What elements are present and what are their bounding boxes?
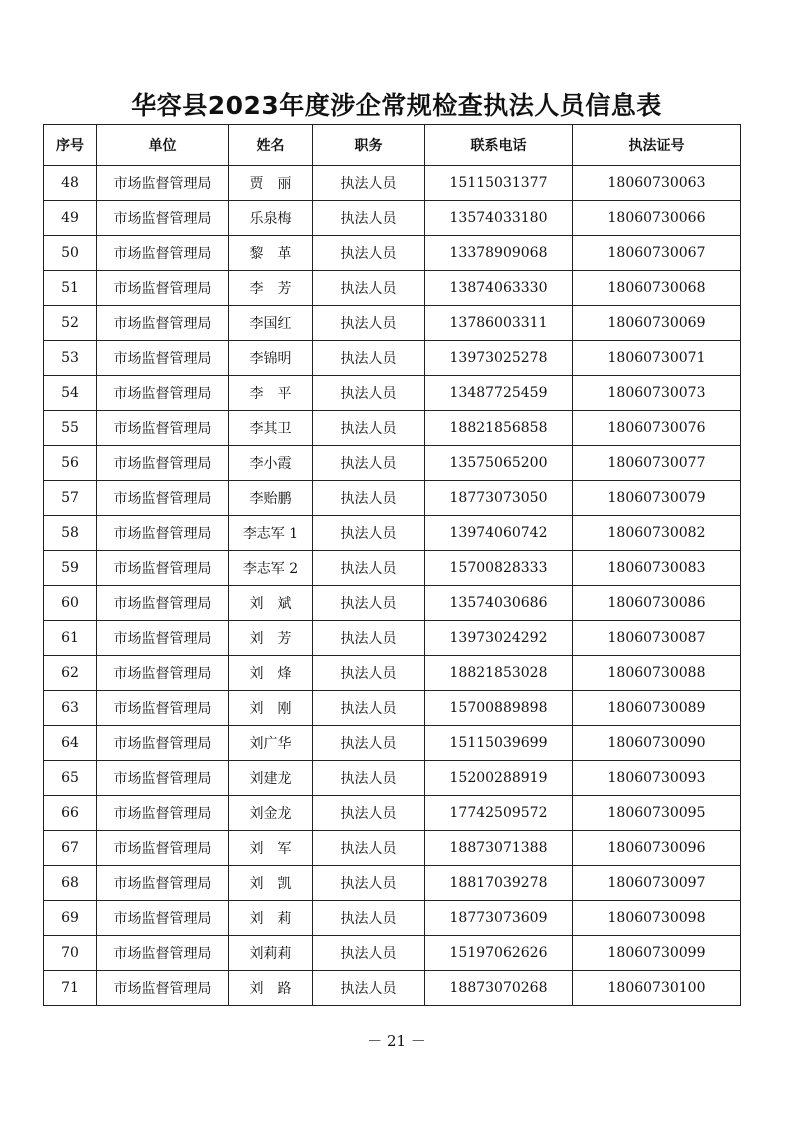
cell-index: 63 <box>44 691 97 726</box>
cell-name: 李 平 <box>229 376 313 411</box>
table-row <box>44 516 741 551</box>
cell-name: 刘 斌 <box>229 586 313 621</box>
cell-name: 乐泉梅 <box>229 201 313 236</box>
cell-position: 执法人员 <box>313 831 425 866</box>
cell-unit: 市场监督管理局 <box>97 376 229 411</box>
cell-license: 18060730077 <box>573 446 741 481</box>
cell-name: 李 芳 <box>229 271 313 306</box>
header-unit: 单位 <box>97 125 229 166</box>
cell-name: 刘 凯 <box>229 866 313 901</box>
cell-position: 执法人员 <box>313 411 425 446</box>
cell-name: 刘 路 <box>229 971 313 1006</box>
header-index: 序号 <box>44 125 97 166</box>
table-row <box>44 901 741 936</box>
cell-position: 执法人员 <box>313 236 425 271</box>
cell-unit: 市场监督管理局 <box>97 411 229 446</box>
cell-position: 执法人员 <box>313 901 425 936</box>
cell-phone: 17742509572 <box>425 796 573 831</box>
cell-phone: 13378909068 <box>425 236 573 271</box>
cell-index: 61 <box>44 621 97 656</box>
cell-name: 李其卫 <box>229 411 313 446</box>
cell-position: 执法人员 <box>313 586 425 621</box>
header-name: 姓名 <box>229 125 313 166</box>
cell-position: 执法人员 <box>313 726 425 761</box>
cell-unit: 市场监督管理局 <box>97 726 229 761</box>
cell-index: 68 <box>44 866 97 901</box>
cell-unit: 市场监督管理局 <box>97 691 229 726</box>
header-phone: 联系电话 <box>425 125 573 166</box>
cell-license: 18060730069 <box>573 306 741 341</box>
document-title: 华容县2023年度涉企常规检查执法人员信息表 <box>131 91 662 120</box>
cell-phone: 15197062626 <box>425 936 573 971</box>
cell-unit: 市场监督管理局 <box>97 586 229 621</box>
table-row <box>44 446 741 481</box>
cell-name: 刘 军 <box>229 831 313 866</box>
cell-license: 18060730088 <box>573 656 741 691</box>
cell-unit: 市场监督管理局 <box>97 866 229 901</box>
cell-phone: 18773073050 <box>425 481 573 516</box>
cell-license: 18060730063 <box>573 166 741 201</box>
cell-license: 18060730067 <box>573 236 741 271</box>
cell-phone: 18773073609 <box>425 901 573 936</box>
cell-position: 执法人员 <box>313 201 425 236</box>
cell-position: 执法人员 <box>313 306 425 341</box>
cell-license: 18060730100 <box>573 971 741 1006</box>
cell-unit: 市场监督管理局 <box>97 446 229 481</box>
cell-unit: 市场监督管理局 <box>97 551 229 586</box>
cell-license: 18060730071 <box>573 341 741 376</box>
cell-unit: 市场监督管理局 <box>97 166 229 201</box>
table-row <box>44 166 741 201</box>
cell-phone: 15115031377 <box>425 166 573 201</box>
table-row <box>44 726 741 761</box>
cell-position: 执法人员 <box>313 621 425 656</box>
cell-position: 执法人员 <box>313 936 425 971</box>
cell-index: 53 <box>44 341 97 376</box>
cell-name: 黎 革 <box>229 236 313 271</box>
cell-position: 执法人员 <box>313 971 425 1006</box>
cell-index: 65 <box>44 761 97 796</box>
cell-phone: 18873070268 <box>425 971 573 1006</box>
cell-position: 执法人员 <box>313 516 425 551</box>
header-position: 职务 <box>313 125 425 166</box>
cell-index: 48 <box>44 166 97 201</box>
table-row <box>44 236 741 271</box>
cell-unit: 市场监督管理局 <box>97 516 229 551</box>
cell-index: 58 <box>44 516 97 551</box>
table-header-row <box>44 125 741 166</box>
cell-name: 刘 莉 <box>229 901 313 936</box>
cell-phone: 18817039278 <box>425 866 573 901</box>
cell-index: 57 <box>44 481 97 516</box>
cell-license: 18060730096 <box>573 831 741 866</box>
table-row <box>44 306 741 341</box>
cell-name: 刘金龙 <box>229 796 313 831</box>
cell-license: 18060730068 <box>573 271 741 306</box>
cell-name: 刘 刚 <box>229 691 313 726</box>
cell-name: 李志军 1 <box>229 516 313 551</box>
table-row <box>44 761 741 796</box>
cell-index: 59 <box>44 551 97 586</box>
cell-phone: 13487725459 <box>425 376 573 411</box>
table-row <box>44 796 741 831</box>
cell-phone: 15700889898 <box>425 691 573 726</box>
cell-license: 18060730066 <box>573 201 741 236</box>
cell-position: 执法人员 <box>313 376 425 411</box>
cell-unit: 市场监督管理局 <box>97 306 229 341</box>
table-row <box>44 411 741 446</box>
cell-name: 贾 丽 <box>229 166 313 201</box>
header-license: 执法证号 <box>573 125 741 166</box>
cell-index: 64 <box>44 726 97 761</box>
cell-index: 71 <box>44 971 97 1006</box>
cell-unit: 市场监督管理局 <box>97 796 229 831</box>
cell-position: 执法人员 <box>313 166 425 201</box>
cell-license: 18060730093 <box>573 761 741 796</box>
cell-license: 18060730076 <box>573 411 741 446</box>
table-row <box>44 866 741 901</box>
table-row <box>44 936 741 971</box>
cell-index: 51 <box>44 271 97 306</box>
cell-unit: 市场监督管理局 <box>97 831 229 866</box>
cell-phone: 13973025278 <box>425 341 573 376</box>
cell-name: 李小霞 <box>229 446 313 481</box>
cell-name: 李贻鹏 <box>229 481 313 516</box>
cell-unit: 市场监督管理局 <box>97 481 229 516</box>
table-row <box>44 341 741 376</box>
cell-position: 执法人员 <box>313 796 425 831</box>
cell-license: 18060730097 <box>573 866 741 901</box>
cell-phone: 18873071388 <box>425 831 573 866</box>
personnel-table <box>43 124 741 1006</box>
cell-index: 62 <box>44 656 97 691</box>
cell-phone: 13574030686 <box>425 586 573 621</box>
cell-license: 18060730082 <box>573 516 741 551</box>
table-body <box>44 166 741 1006</box>
table-row <box>44 551 741 586</box>
cell-phone: 15115039699 <box>425 726 573 761</box>
cell-license: 18060730087 <box>573 621 741 656</box>
cell-position: 执法人员 <box>313 446 425 481</box>
cell-position: 执法人员 <box>313 551 425 586</box>
cell-unit: 市场监督管理局 <box>97 971 229 1006</box>
cell-phone: 15200288919 <box>425 761 573 796</box>
cell-position: 执法人员 <box>313 866 425 901</box>
table-row <box>44 656 741 691</box>
cell-phone: 13874063330 <box>425 271 573 306</box>
cell-unit: 市场监督管理局 <box>97 236 229 271</box>
table-row <box>44 621 741 656</box>
cell-name: 李锦明 <box>229 341 313 376</box>
cell-unit: 市场监督管理局 <box>97 201 229 236</box>
cell-index: 54 <box>44 376 97 411</box>
table-row <box>44 831 741 866</box>
cell-unit: 市场监督管理局 <box>97 761 229 796</box>
cell-index: 67 <box>44 831 97 866</box>
table-row <box>44 481 741 516</box>
cell-position: 执法人员 <box>313 656 425 691</box>
cell-name: 李国红 <box>229 306 313 341</box>
cell-phone: 13786003311 <box>425 306 573 341</box>
cell-index: 60 <box>44 586 97 621</box>
cell-position: 执法人员 <box>313 481 425 516</box>
cell-name: 刘 烽 <box>229 656 313 691</box>
cell-index: 50 <box>44 236 97 271</box>
cell-index: 70 <box>44 936 97 971</box>
cell-license: 18060730079 <box>573 481 741 516</box>
cell-license: 18060730089 <box>573 691 741 726</box>
table-row <box>44 586 741 621</box>
cell-license: 18060730099 <box>573 936 741 971</box>
cell-index: 55 <box>44 411 97 446</box>
cell-license: 18060730095 <box>573 796 741 831</box>
table-row <box>44 201 741 236</box>
cell-phone: 13974060742 <box>425 516 573 551</box>
cell-license: 18060730086 <box>573 586 741 621</box>
cell-index: 56 <box>44 446 97 481</box>
cell-unit: 市场监督管理局 <box>97 621 229 656</box>
cell-phone: 18821856858 <box>425 411 573 446</box>
cell-license: 18060730098 <box>573 901 741 936</box>
cell-index: 49 <box>44 201 97 236</box>
table-row <box>44 691 741 726</box>
cell-license: 18060730073 <box>573 376 741 411</box>
cell-name: 李志军 2 <box>229 551 313 586</box>
table-row <box>44 271 741 306</box>
cell-phone: 18821853028 <box>425 656 573 691</box>
cell-position: 执法人员 <box>313 761 425 796</box>
cell-phone: 13574033180 <box>425 201 573 236</box>
cell-position: 执法人员 <box>313 341 425 376</box>
cell-name: 刘 芳 <box>229 621 313 656</box>
cell-unit: 市场监督管理局 <box>97 271 229 306</box>
table-row <box>44 376 741 411</box>
cell-unit: 市场监督管理局 <box>97 341 229 376</box>
page-number: － 21 － <box>367 1032 426 1050</box>
cell-phone: 15700828333 <box>425 551 573 586</box>
cell-phone: 13575065200 <box>425 446 573 481</box>
cell-unit: 市场监督管理局 <box>97 936 229 971</box>
cell-phone: 13973024292 <box>425 621 573 656</box>
cell-unit: 市场监督管理局 <box>97 901 229 936</box>
cell-unit: 市场监督管理局 <box>97 656 229 691</box>
table-row <box>44 971 741 1006</box>
cell-name: 刘广华 <box>229 726 313 761</box>
cell-index: 52 <box>44 306 97 341</box>
cell-position: 执法人员 <box>313 691 425 726</box>
cell-index: 69 <box>44 901 97 936</box>
cell-name: 刘莉莉 <box>229 936 313 971</box>
cell-name: 刘建龙 <box>229 761 313 796</box>
cell-index: 66 <box>44 796 97 831</box>
cell-license: 18060730090 <box>573 726 741 761</box>
cell-license: 18060730083 <box>573 551 741 586</box>
cell-position: 执法人员 <box>313 271 425 306</box>
